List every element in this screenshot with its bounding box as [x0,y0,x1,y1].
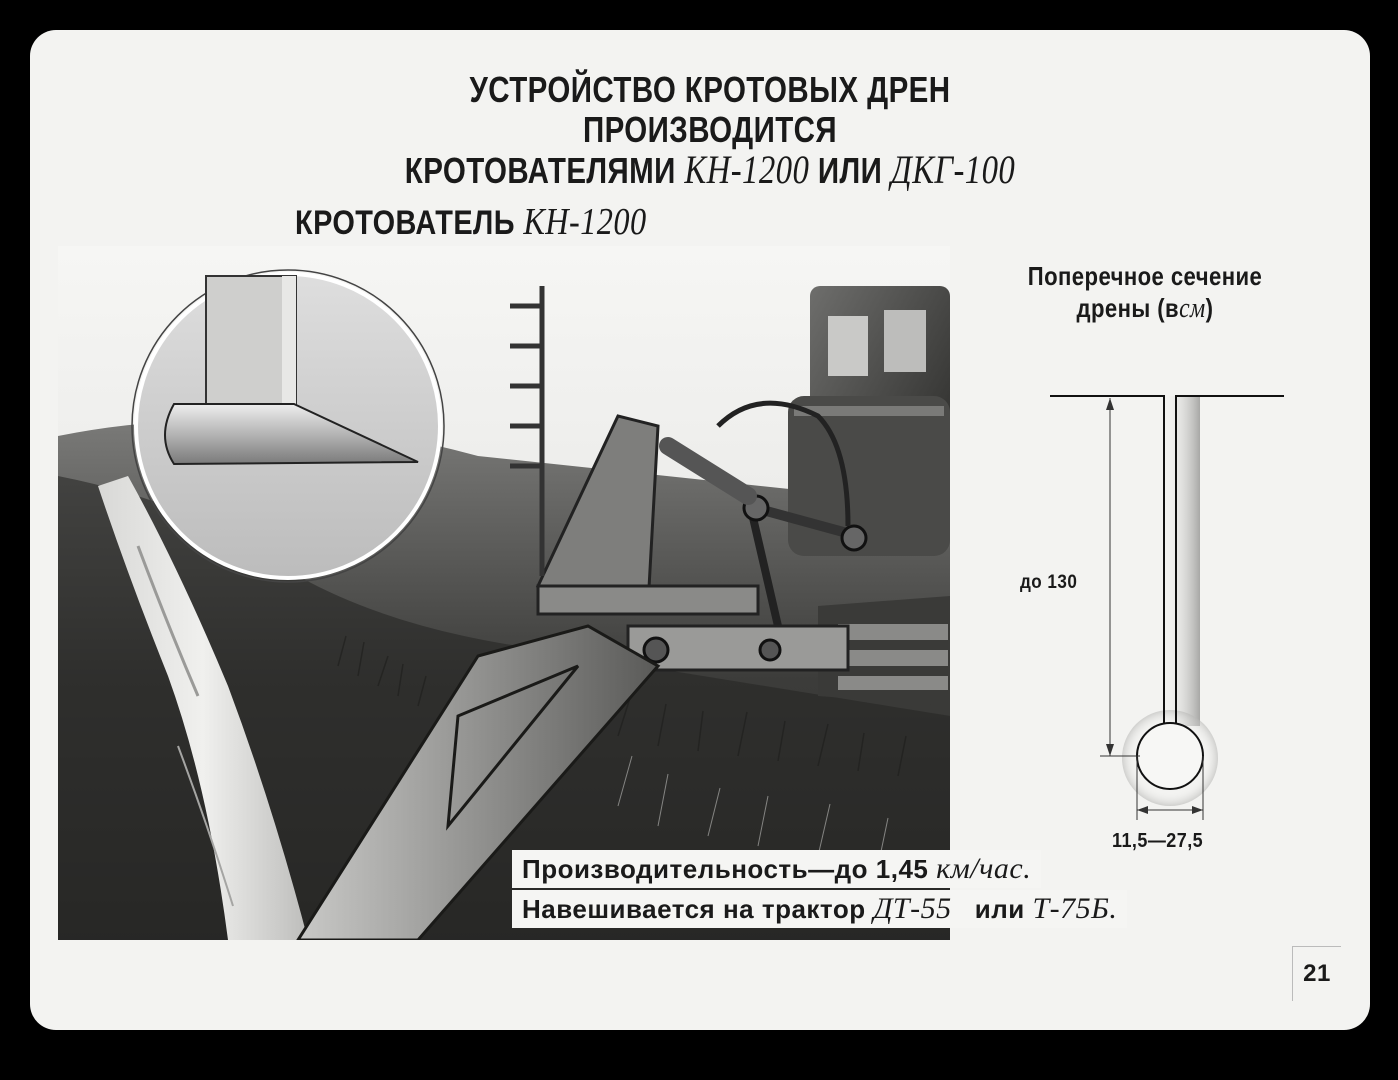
specs-block [512,850,1127,930]
title-line-2 [341,147,1079,192]
title-line-1: УСТРОЙСТВО КРОТОВЫХ ДРЕН ПРОИЗВОДИТСЯ [469,69,951,150]
cross-section-title-prefix: дрены (в [1076,293,1180,323]
productivity-label: Производительность—до [522,854,869,884]
productivity-unit: км/час. [936,852,1032,885]
productivity-value: 1,45 [875,854,929,884]
slide-title [341,70,1079,191]
machine-heading [295,200,647,244]
title-model-2: ДКГ-100 [890,147,1016,192]
cross-section-title [1005,260,1286,325]
cross-section-unit: см [1179,293,1206,324]
mount-line [512,890,1127,928]
cross-section-title-suffix: ) [1205,293,1214,323]
machine-heading-model: КН-1200 [523,201,647,243]
drain-cross-section-diagram [1030,380,1310,860]
title-conjunction: ИЛИ [817,150,883,191]
tractor-1: ДТ-55 [873,892,952,925]
machine-heading-label: КРОТОВАТЕЛЬ [295,204,515,242]
cross-section-title-line-2 [1005,292,1286,325]
slide-card [30,30,1370,1030]
mount-conjunction: или [974,894,1025,924]
width-label: 11,5—27,5 [1112,830,1204,852]
tractor-2: Т-75Б. [1032,892,1118,925]
mount-label: Навешивается на трактор [522,894,866,924]
title-model-1: КН-1200 [684,147,810,192]
page-number: 21 [1292,946,1341,1001]
depth-label: до 130 [1020,572,1078,593]
cross-section-title-line-1: Поперечное сечение [1027,261,1263,291]
productivity-line [512,850,1041,888]
mole-plough-photo [58,246,950,940]
title-prefix: КРОТОВАТЕЛЯМИ [404,150,676,191]
